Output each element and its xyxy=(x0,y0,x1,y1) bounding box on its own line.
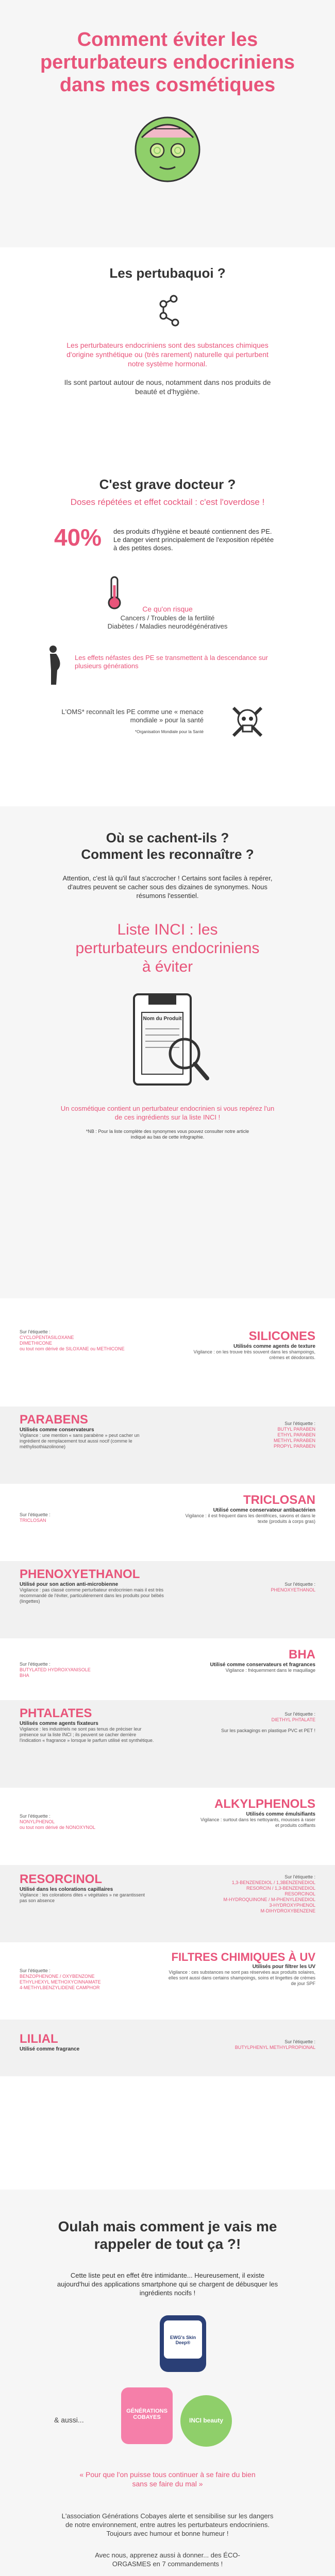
also-label: Sur l'étiquette : xyxy=(20,1329,51,1334)
inci-name: ALKYLPHENOLS xyxy=(214,1797,315,1811)
inci-name: BHA xyxy=(289,1648,315,1662)
inci-desc: Vigilance : surtout dans les nettoyants, mousses à raser et produits coiffants xyxy=(200,1817,315,1828)
risk-text: Cancers / Troubles de la fertilité Diabètes / Maladies neurodégénératives xyxy=(107,614,228,630)
section4-title: Oulah mais comment je vais me rappeler de tout ça ?! xyxy=(58,2218,277,2252)
molecule-icon xyxy=(0,293,335,331)
phone-ewg xyxy=(160,2315,206,2372)
also-label: Sur l'étiquette : xyxy=(284,1421,315,1426)
app-ewg[interactable]: EWG's Skin Deep® xyxy=(164,2320,202,2359)
section-apps xyxy=(0,2190,335,2576)
inci-list xyxy=(0,1298,335,2190)
inci-silicones xyxy=(0,1309,335,1406)
section1-title: Les pertubaquoi ? xyxy=(109,265,226,281)
packaging-note: Sur les packagings en plastique PVC et PET ! xyxy=(221,1728,315,1733)
inci-name: LILIAL xyxy=(20,2032,58,2046)
app-ewg-block xyxy=(54,2315,281,2382)
also-items: TRICLOSAN xyxy=(20,1518,46,1523)
inci-sub: Utilisé comme conservateur antibactérien xyxy=(213,1507,315,1513)
section4-text2: L'association Générations Cobayes alerte et sensibilise sur les dangers de notre environnement, entre autres les perturbateurs endocriniens. Toujours avec humour et bonne humeur ! xyxy=(61,2512,274,2537)
also-items: CYCLOPENTASILOXANE DIMETHICONE ou tout nom dérivé de SILOXANE ou METHICONE xyxy=(20,1335,125,1351)
inci-name: SILICONES xyxy=(248,1329,315,1343)
also-items: BUTYL PARABEN ETHYL PARABEN METHYL PARABEN PROPYL PARABEN xyxy=(273,1427,315,1449)
also-items: BENZOPHENONE / OXYBENZONE ETHYLHEXYL METHOXYCINNAMATE 4-METHYLBENZYLIDENE CAMPHOR xyxy=(20,1974,101,1990)
inci-sub: Utilisé dans les colorations capillaires xyxy=(20,1887,113,1892)
section3-title: Où se cachent-ils ? Comment les reconnaître ? xyxy=(81,830,254,862)
section-where xyxy=(0,806,335,1298)
label-box-text: Nom du Produit xyxy=(143,1016,182,1022)
inci-name: RESORCINOL xyxy=(20,1872,103,1886)
also-items: NONYLPHENOL ou tout nom dérivé de NONOXYNOL xyxy=(20,1819,96,1830)
pregnant-woman-icon xyxy=(44,645,64,688)
hero xyxy=(0,0,335,247)
risk-title: Ce qu'on risque xyxy=(142,605,193,613)
section2-subtitle: Doses répétées et effet cocktail : c'est l'overdose ! xyxy=(70,497,265,507)
inci-desc: Vigilance : ces substances ne sont pas réservées aux produits solaires, elles sont aussi dans certains shampoings, soins et lingettes de crèmes de jour SPF xyxy=(168,1970,315,1986)
inci-alkylphenols xyxy=(0,1788,335,1865)
also-label: Sur l'étiquette : xyxy=(284,1711,315,1717)
also-label: Sur l'étiquette : xyxy=(20,1814,51,1819)
risk-block xyxy=(54,575,281,632)
face-mask-illustration xyxy=(129,109,206,187)
oms-block xyxy=(44,704,291,750)
also-label: Sur l'étiquette : xyxy=(284,1582,315,1587)
skull-icon xyxy=(229,704,265,742)
inci-resorcinol xyxy=(0,1865,335,1942)
inci-lilial xyxy=(0,2020,335,2076)
inci-sub: Utilisés pour filtrer les UV xyxy=(252,1964,315,1970)
inci-small: *NB : Pour la liste complète des synonymes vous pouvez consulter notre article indiqué au bas de cette infographie. xyxy=(86,1129,249,1140)
inci-name: TRICLOSAN xyxy=(243,1493,315,1507)
product-label-illustration xyxy=(124,992,211,1090)
oms-note: *Organisation Mondiale pour la Santé xyxy=(135,730,204,734)
section1-text1: Les perturbateurs endocriniens sont des substances chimiques d'origine synthétique ou (très rarement) naturelle qui perturbent notre système hormonal. xyxy=(66,341,269,368)
app-generations-cobayes[interactable]: GÉNÉRATIONS COBAYES xyxy=(121,2387,173,2444)
app-inci-beauty[interactable]: INCI beauty xyxy=(180,2395,232,2447)
inci-desc: Vigilance : on les trouve très souvent dans les shampoings, crèmes et déodorants. xyxy=(193,1349,315,1360)
inci-desc: Vigilance : les colorations dites « végétales » ne garantissent pas son absence xyxy=(20,1892,145,1903)
inci-name: PHENOXYETHANOL xyxy=(20,1567,140,1581)
inci-uv-filters xyxy=(0,1942,335,2020)
inci-name: PARABENS xyxy=(20,1413,88,1427)
inci-triclosan xyxy=(0,1484,335,1561)
oms-text: L'OMS* reconnaît les PE comme une « menace mondiale » pour la santé xyxy=(61,708,204,724)
inci-sub: Utilisé comme conservateurs et fragrances xyxy=(210,1662,315,1668)
inci-desc: Vigilance : fréquemment dans le maquillage xyxy=(225,1668,315,1673)
section2-title: C'est grave docteur ? xyxy=(99,477,236,492)
inci-sub: Utilisé pour son action anti-microbienne xyxy=(20,1582,119,1587)
generation-text: Les effets néfastes des PE se transmettent à la descendance sur plusieurs générations xyxy=(75,654,268,670)
and-also: & aussi... xyxy=(54,2416,84,2424)
also-label: Sur l'étiquette : xyxy=(20,1968,51,1973)
generation-block xyxy=(44,645,291,691)
inci-parabens xyxy=(0,1406,335,1484)
inci-phenoxyethanol xyxy=(0,1561,335,1638)
inci-sub: Utilisé comme fragrance xyxy=(20,2046,80,2052)
section3-intro: Attention, c'est là qu'il faut s'accrocher ! Certains sont faciles à repérer, d'autres peuvent se cacher sous des dizaines de synonymes. Nous résumons l'essentiel. xyxy=(62,874,273,900)
inci-desc: Vigilance : les industriels ne sont pas tenus de préciser leur présence sur la liste INCI ; ils peuvent se cacher derrière l'indication « fragrance » lorsque le parfum utilisé est synthétique. xyxy=(20,1726,154,1743)
section-danger xyxy=(0,477,335,806)
also-label: Sur l'étiquette : xyxy=(284,2039,315,2044)
inci-sub: Utilisés comme conservateurs xyxy=(20,1427,94,1433)
stat-big: 40% xyxy=(54,524,102,551)
inci-name: PHTALATES xyxy=(20,1706,92,1720)
inci-phtalates xyxy=(0,1700,335,1788)
inci-sub: Utilisés comme agents fixateurs xyxy=(20,1721,98,1726)
inci-name: FILTRES CHIMIQUES À UV xyxy=(171,1951,315,1963)
section4-quote: « Pour que l'on puisse tous continuer à se faire du bien sans se faire du mal » xyxy=(79,2470,256,2488)
also-label: Sur l'étiquette : xyxy=(20,1662,51,1667)
inci-title: Liste INCI : les perturbateurs endocriniens à éviter xyxy=(75,921,260,975)
also-label: Sur l'étiquette : xyxy=(284,1874,315,1879)
app-others-block xyxy=(54,2387,281,2460)
also-items: BUTYLPHENYL METHYLPROPIONAL xyxy=(234,2045,315,2050)
inci-sub: Utilisés comme agents de texture xyxy=(233,1344,315,1349)
stat-block xyxy=(54,523,281,565)
section-what xyxy=(0,247,335,477)
section4-text3: Avec nous, apprenez aussi à donner... des ÉCO-ORGASMES en 7 commandements ! xyxy=(95,2551,240,2568)
stat-text: des produits d'hygiène et beauté contiennent des PE. Le danger vient principalement de l'exposition répétée à des petites doses. xyxy=(113,528,274,552)
inci-desc: Vigilance : il est fréquent dans les dentifrices, savons et dans le texte (produits à corps gras) xyxy=(185,1513,315,1524)
also-label: Sur l'étiquette : xyxy=(20,1512,51,1517)
also-items: BUTYLATED HYDROXYANISOLE BHA xyxy=(20,1667,91,1678)
section4-text1: Cette liste peut en effet être intimidante... Heureusement, il existe aujourd'hui des applications smartphone qui se chargent de débusquer les ingrédients nocifs ! xyxy=(57,2272,278,2297)
section1-text2: Ils sont partout autour de nous, notamment dans nos produits de beauté et d'hygiène. xyxy=(64,378,271,396)
inci-desc: Vigilance : une mention « sans parabène » peut cacher un ingrédient de remplacement tout aussi nocif (comme le méthylisothiazolinone) xyxy=(20,1433,140,1449)
also-items: PHENOXYETHANOL xyxy=(271,1587,315,1592)
also-items: 1,3-BENZENEDIOL / 1,3BENZENEDIOL RESORCIN / 1,3-BENZENEDIOL RESORCINOL M-HYDROQUINONE / M-PHENYLENEDIOL 3-HYDROXYPHENOL M-DIHYDROXYBENZENE xyxy=(223,1880,315,1913)
inci-desc: Vigilance : pas classé comme perturbateur endocrinien mais il est très recommandé de l'éviter, particulièrement dans les produits pour bébés (lingettes) xyxy=(20,1587,164,1604)
also-items: DIETHYL PHTALATE xyxy=(271,1717,315,1722)
inci-sub: Utilisés comme émulsifiants xyxy=(246,1811,315,1817)
page-title: Comment éviter les perturbateurs endocriniens dans mes cosmétiques xyxy=(40,29,295,96)
inci-note: Un cosmétique contient un perturbateur endocrinien si vous repérez l'un de ces ingrédients sur la liste INCI ! xyxy=(60,1105,275,1121)
inci-bha xyxy=(0,1638,335,1700)
